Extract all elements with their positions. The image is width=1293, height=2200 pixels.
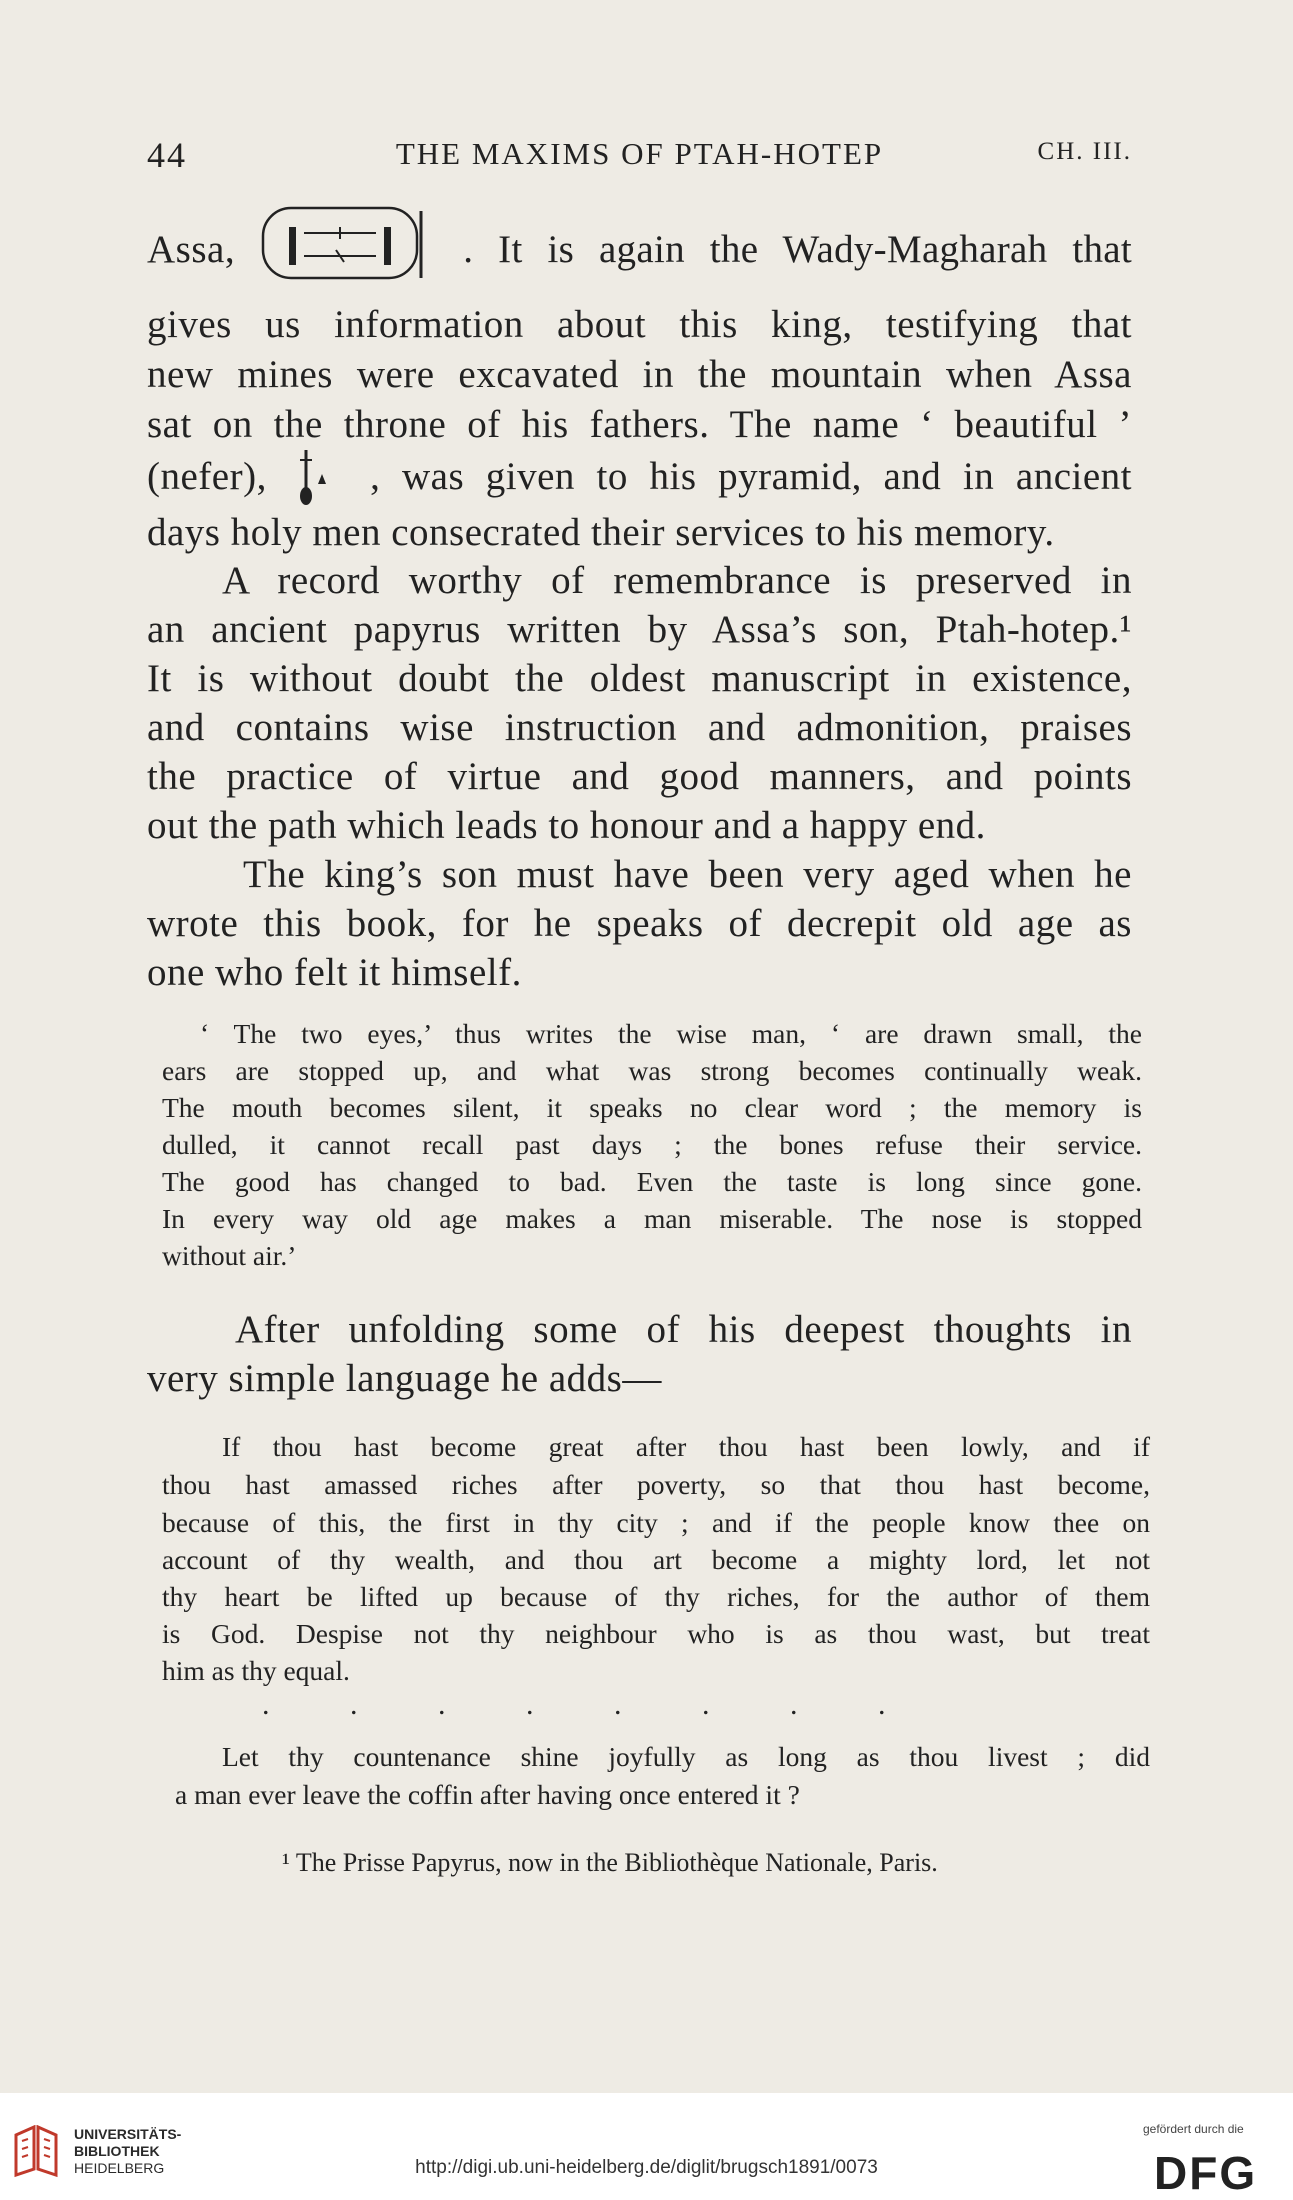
paragraph-2-line-6: out the path which leads to honour and a happy end.: [147, 804, 986, 847]
paragraph-2-line-3: It is without doubt the oldest manuscript in existence,: [147, 657, 1132, 700]
paragraph-1-line-5: [147, 452, 1132, 502]
quote-2-line-7: him as thy equal.: [162, 1655, 350, 1686]
quote-1-line-1: ‘ The two eyes,’ thus writes the wise man, ‘ are drawn small, the: [200, 1018, 1142, 1049]
page-number: 44: [147, 135, 187, 175]
running-head: [147, 130, 1132, 178]
quote-1-line-3: The mouth becomes silent, it speaks no clear word ; the memory is: [162, 1092, 1142, 1123]
ellipsis-dot: .: [614, 1688, 622, 1721]
ellipsis-row: [262, 1688, 1062, 1722]
quote-2-line-2: thou hast amassed riches after poverty, so that thou hast become,: [162, 1469, 1150, 1500]
nefer-hieroglyph-icon: [296, 448, 330, 508]
quote-2-line-3: because of this, the first in thy city ; and if the people know thee on: [162, 1507, 1150, 1538]
paragraph-3-line-2: wrote this book, for he speaks of decrepit old age as: [147, 902, 1132, 945]
library-name-line: UNIVERSITÄTS-: [74, 2126, 182, 2142]
paragraph-1-line-2: gives us information about this king, testifying that: [147, 303, 1132, 346]
ellipsis-dot: .: [262, 1688, 270, 1721]
ellipsis-dot: .: [350, 1688, 358, 1721]
paragraph-3-line-1: The king’s son must have been very aged when he: [243, 853, 1132, 896]
quote-2-line-4: account of thy wealth, and thou art become a mighty lord, let not: [162, 1544, 1150, 1575]
cartouche-assa-icon: [260, 205, 433, 293]
quote-1-line-6: In every way old age makes a man miserable. The nose is stopped: [162, 1203, 1142, 1234]
paragraph-3-line-3: one who felt it himself.: [147, 951, 522, 994]
assa-word: Assa,: [147, 228, 236, 271]
quote-2-line-5: thy heart be lifted up because of thy riches, for the author of them: [162, 1581, 1150, 1612]
nefer-word: (nefer),: [147, 455, 267, 498]
quote-2-line-1: If thou hast become great after thou hast been lowly, and if: [222, 1431, 1150, 1462]
quote-2-line-6: is God. Despise not thy neighbour who is as thou wast, but treat: [162, 1618, 1150, 1649]
paragraph-4-line-2: very simple language he adds—: [147, 1357, 662, 1400]
paragraph-2-line-1: A record worthy of remembrance is preserved in: [222, 559, 1132, 602]
paragraph-2-line-5: the practice of virtue and good manners, and points: [147, 755, 1132, 798]
sponsor-caption: gefördert durch die: [1143, 2122, 1244, 2136]
quote-3-line-2: a man ever leave the coffin after having once entered it ?: [175, 1779, 800, 1810]
paragraph-1-line-6: days holy men consecrated their services to his memory.: [147, 511, 1055, 554]
paragraph-1-line-3: new mines were excavated in the mountain when Assa: [147, 353, 1132, 396]
ellipsis-dot: .: [702, 1688, 710, 1721]
ellipsis-dot: .: [878, 1688, 886, 1721]
footer-bar: [0, 2093, 1293, 2200]
ellipsis-dot: .: [438, 1688, 446, 1721]
quote-1-line-2: ears are stopped up, and what was strong becomes continually weak.: [162, 1055, 1142, 1086]
paragraph-1-line-4: sat on the throne of his fathers. The name ‘ beautiful ’: [147, 403, 1132, 446]
quote-3-line-1: Let thy countenance shine joyfully as long as thou livest ; did: [222, 1741, 1150, 1772]
quote-1-line-7: without air.’: [162, 1240, 297, 1271]
library-name-line: BIBLIOTHEK: [74, 2143, 160, 2159]
ellipsis-dot: .: [790, 1688, 798, 1721]
line-5-rest: , was given to his pyramid, and in ancient: [370, 455, 1133, 498]
source-url[interactable]: http://digi.ub.uni-heidelberg.de/diglit/brugsch1891/0073: [415, 2157, 878, 2178]
quote-1-line-5: The good has changed to bad. Even the taste is long since gone.: [162, 1166, 1142, 1197]
line-1-rest: . It is again the Wady-Magharah that: [463, 228, 1133, 271]
running-title: THE MAXIMS OF PTAH-HOTEP: [395, 136, 884, 171]
ellipsis-dot: .: [526, 1688, 534, 1721]
paragraph-4-line-1: After unfolding some of his deepest thoughts in: [235, 1308, 1132, 1351]
paragraph-2-line-4: and contains wise instruction and admonition, praises: [147, 706, 1132, 749]
quote-1-line-4: dulled, it cannot recall past days ; the bones refuse their service.: [162, 1129, 1142, 1160]
footnote: ¹ The Prisse Papyrus, now in the Bibliothèque Nationale, Paris.: [282, 1848, 938, 1877]
library-name-line: HEIDELBERG: [74, 2160, 165, 2176]
paragraph-2-line-2: an ancient papyrus written by Assa’s son, Ptah-hotep.¹: [147, 608, 1132, 651]
chapter-label: CH. III.: [1037, 138, 1132, 165]
dfg-logo: DFG: [1154, 2147, 1258, 2199]
